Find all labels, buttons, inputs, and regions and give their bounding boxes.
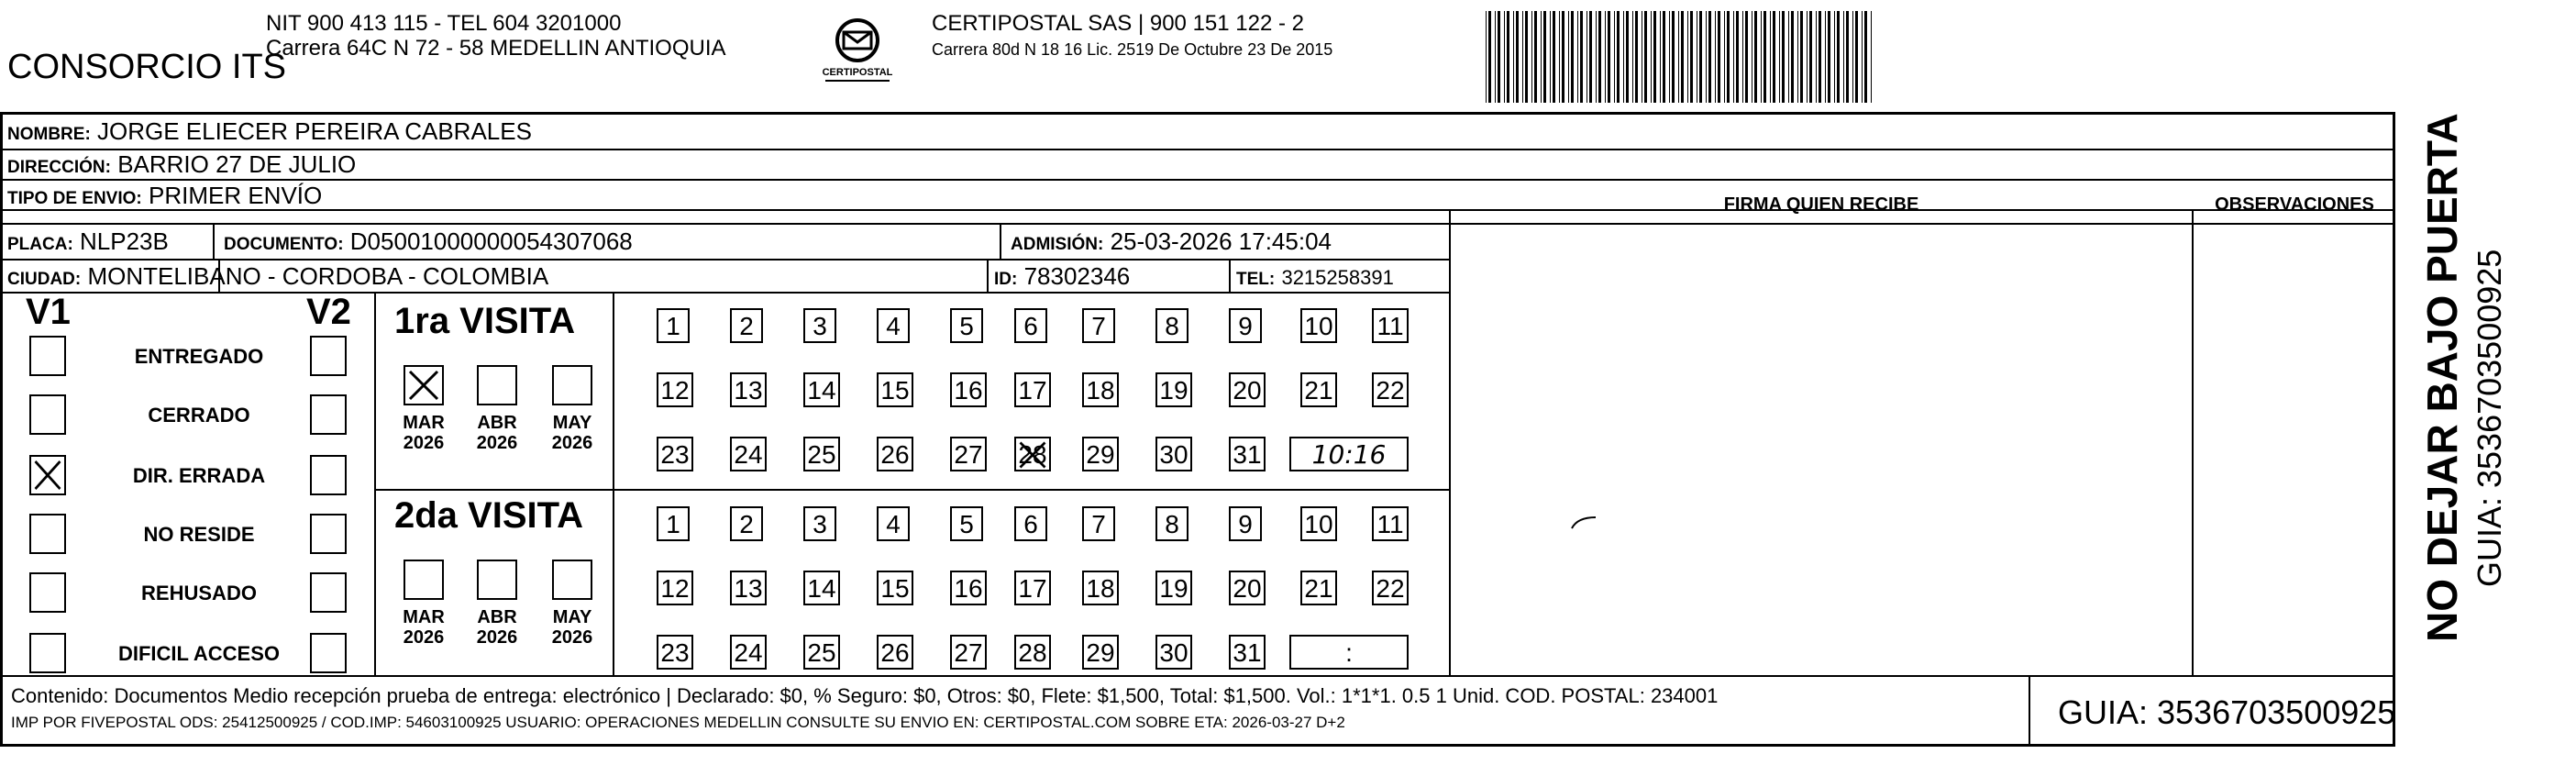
- day-checkbox[interactable]: 14: [803, 571, 840, 605]
- documento-label: DOCUMENTO:: [224, 235, 344, 254]
- month-year: 2026: [403, 433, 445, 453]
- day-checkbox[interactable]: 31: [1229, 635, 1266, 670]
- v1-label: V1: [26, 292, 71, 332]
- v1-checkbox[interactable]: [29, 336, 66, 376]
- visit-divider: [374, 489, 1449, 491]
- v2-checkbox[interactable]: [310, 455, 347, 495]
- day-checkbox[interactable]: 3: [803, 308, 836, 343]
- tipo-envio-label: TIPO DE ENVIO:: [7, 189, 142, 208]
- carrier-license-line: Carrera 80d N 18 16 Lic. 2519 De Octubre 23 De 2015: [932, 40, 1333, 59]
- v1-checkbox[interactable]: [29, 572, 66, 613]
- certipostal-logo-icon: [807, 9, 908, 101]
- day-checkbox[interactable]: 6: [1014, 308, 1047, 343]
- day-checkbox[interactable]: 15: [877, 571, 913, 605]
- day-checkbox[interactable]: 6: [1014, 506, 1047, 541]
- day-checkbox[interactable]: 2: [730, 308, 763, 343]
- col-divider: [374, 292, 376, 675]
- day-checkbox[interactable]: 29: [1082, 635, 1119, 670]
- day-checkbox[interactable]: 8: [1155, 308, 1188, 343]
- day-checkbox[interactable]: 5: [950, 506, 983, 541]
- row-divider: [0, 259, 1449, 261]
- month-name: ABR: [477, 607, 517, 627]
- day-checkbox[interactable]: 28: [1014, 437, 1051, 471]
- month-checkbox[interactable]: [404, 365, 444, 405]
- day-checkbox[interactable]: 27: [950, 635, 987, 670]
- company-name: CONSORCIO ITS: [7, 48, 287, 86]
- v2-checkbox[interactable]: [310, 394, 347, 435]
- month-name: ABR: [477, 413, 517, 433]
- col-divider: [987, 259, 989, 292]
- visit-time-field[interactable]: 10:16: [1289, 437, 1409, 471]
- row-divider: [1449, 223, 2192, 225]
- tipo-envio-field: [7, 182, 322, 213]
- row-divider: [0, 223, 1449, 225]
- day-checkbox[interactable]: 13: [730, 372, 767, 407]
- vertical-guia-number: GUIA: 3536703500925: [2471, 249, 2508, 587]
- status-label: REHUSADO: [141, 582, 257, 604]
- day-checkbox[interactable]: 16: [950, 571, 987, 605]
- col-divider: [2192, 209, 2194, 675]
- day-checkbox[interactable]: 28: [1014, 635, 1051, 670]
- day-checkbox[interactable]: 9: [1229, 506, 1262, 541]
- month-year: 2026: [476, 433, 518, 453]
- v1-checkbox[interactable]: [29, 455, 66, 495]
- month-year: 2026: [476, 627, 518, 648]
- day-checkbox[interactable]: 26: [877, 635, 913, 670]
- id-label: ID:: [994, 270, 1018, 289]
- documento-field: [224, 227, 633, 259]
- logo-caption: CERTIPOSTAL: [822, 67, 893, 78]
- day-checkbox[interactable]: 11: [1372, 308, 1409, 343]
- nombre-label: NOMBRE:: [7, 125, 91, 144]
- col-divider: [1229, 259, 1231, 292]
- status-label: NO RESIDE: [143, 523, 255, 546]
- status-label: DIR. ERRADA: [132, 464, 266, 487]
- day-checkbox[interactable]: 24: [730, 437, 767, 471]
- id-value: 78302346: [1023, 262, 1131, 290]
- visit2-title: 2da VISITA: [394, 495, 583, 536]
- admision-value: 25-03-2026 17:45:04: [1110, 227, 1332, 255]
- tel-label: TEL:: [1236, 270, 1276, 289]
- footer-content-line: Contenido: Documentos Medio recepción prueba de entrega: electrónico | Declarado: $0, % Seguro: $0, Otros: $0, Flete: $1,500, Total: $1,500. Vol.: 1*1*1. 0.5 1 Unid. COD. POSTAL: 234001: [11, 684, 1719, 707]
- day-checkbox[interactable]: 12: [657, 372, 693, 407]
- row-divider: [2192, 223, 2395, 225]
- placa-label: PLACA:: [7, 235, 73, 254]
- day-checkbox[interactable]: 30: [1155, 635, 1192, 670]
- day-checkbox[interactable]: 23: [657, 635, 693, 670]
- day-checkbox[interactable]: 10: [1300, 308, 1337, 343]
- month-year: 2026: [551, 627, 593, 648]
- day-checkbox[interactable]: 4: [877, 506, 910, 541]
- id-field: [994, 262, 1130, 294]
- v2-checkbox[interactable]: [310, 514, 347, 554]
- day-checkbox[interactable]: 27: [950, 437, 987, 471]
- carrier-name-line: CERTIPOSTAL SAS | 900 151 122 - 2: [932, 11, 1304, 36]
- day-checkbox[interactable]: 31: [1229, 437, 1266, 471]
- signature-mark: [1568, 512, 1605, 534]
- footer-divider: [0, 675, 2395, 677]
- day-checkbox[interactable]: 9: [1229, 308, 1262, 343]
- col-divider: [2029, 675, 2030, 747]
- day-checkbox[interactable]: 22: [1372, 571, 1409, 605]
- nombre-value: JORGE ELIECER PEREIRA CABRALES: [97, 117, 532, 145]
- day-checkbox[interactable]: 26: [877, 437, 913, 471]
- month-checkbox[interactable]: [404, 560, 444, 600]
- direccion-label: DIRECCIÓN:: [7, 158, 111, 177]
- day-checkbox[interactable]: 24: [730, 635, 767, 670]
- direccion-field: [7, 150, 356, 182]
- day-checkbox[interactable]: 16: [950, 372, 987, 407]
- v2-checkbox[interactable]: [310, 633, 347, 673]
- ciudad-value: MONTELIBANO - CORDOBA - COLOMBIA: [87, 262, 549, 290]
- month-name: MAY: [552, 413, 592, 433]
- placa-field: [7, 227, 169, 259]
- v2-label: V2: [306, 292, 351, 332]
- guia-number: GUIA: 3536703500925: [2058, 693, 2396, 731]
- status-label: ENTREGADO: [134, 345, 264, 368]
- month-label: [394, 607, 453, 648]
- placa-value: NLP23B: [80, 227, 169, 255]
- day-checkbox[interactable]: 19: [1155, 372, 1192, 407]
- v1-checkbox[interactable]: [29, 394, 66, 435]
- day-checkbox[interactable]: 17: [1014, 571, 1051, 605]
- tel-field: [1236, 262, 1394, 294]
- admision-field: [1011, 227, 1332, 259]
- admision-label: ADMISIÓN:: [1011, 235, 1104, 254]
- day-checkbox[interactable]: 20: [1229, 571, 1266, 605]
- day-x-mark: [1016, 438, 1049, 470]
- status-label: DIFICIL ACCESO: [117, 642, 280, 665]
- nombre-field: [7, 117, 532, 149]
- month-year: 2026: [551, 433, 593, 453]
- month-name: MAR: [403, 413, 445, 433]
- day-checkbox[interactable]: 18: [1082, 571, 1119, 605]
- month-label: [543, 607, 602, 648]
- day-checkbox[interactable]: 1: [657, 308, 690, 343]
- col-divider: [213, 223, 215, 259]
- month-checkbox[interactable]: [477, 560, 517, 600]
- visit1-title: 1ra VISITA: [394, 301, 576, 341]
- month-checkbox[interactable]: [552, 560, 592, 600]
- month-checkbox[interactable]: [477, 365, 517, 405]
- day-checkbox[interactable]: 29: [1082, 437, 1119, 471]
- day-checkbox[interactable]: 3: [803, 506, 836, 541]
- day-checkbox[interactable]: 12: [657, 571, 693, 605]
- day-checkbox[interactable]: 10: [1300, 506, 1337, 541]
- day-checkbox[interactable]: 25: [803, 635, 840, 670]
- day-checkbox[interactable]: 23: [657, 437, 693, 471]
- ciudad-field: [7, 262, 548, 294]
- month-label: [394, 413, 453, 453]
- row-divider: [0, 179, 2395, 181]
- ciudad-label: CIUDAD:: [7, 270, 82, 289]
- day-checkbox[interactable]: 7: [1082, 506, 1115, 541]
- day-checkbox[interactable]: 18: [1082, 372, 1119, 407]
- day-checkbox[interactable]: 11: [1372, 506, 1409, 541]
- tipo-envio-value: PRIMER ENVÍO: [148, 182, 323, 209]
- day-checkbox[interactable]: 20: [1229, 372, 1266, 407]
- v2-checkbox[interactable]: [310, 572, 347, 613]
- observaciones-header: OBSERVACIONES: [2215, 194, 2374, 215]
- row-divider: [0, 149, 2395, 150]
- carrier-info: [932, 11, 1332, 62]
- day-checkbox[interactable]: 4: [877, 308, 910, 343]
- month-label: [543, 413, 602, 453]
- company-info: [266, 11, 726, 61]
- footer-print-line: IMP POR FIVEPOSTAL ODS: 25412500925 / COD.IMP: 54603100925 USUARIO: OPERACIONES MEDELLIN CONSULTE SU ENVIO EN: CERTIPOSTAL.COM SOBRE ETA: 2026-03-27 D+2: [11, 714, 1345, 731]
- col-divider: [613, 292, 614, 675]
- day-checkbox[interactable]: 13: [730, 571, 767, 605]
- month-name: MAY: [552, 607, 592, 627]
- direccion-value: BARRIO 27 DE JULIO: [117, 150, 357, 178]
- col-divider: [1449, 209, 1451, 675]
- month-year: 2026: [403, 627, 445, 648]
- month-name: MAR: [403, 607, 445, 627]
- barcode-icon: [1486, 11, 2219, 103]
- tel-value: 3215258391: [1281, 266, 1394, 289]
- month-label: [468, 607, 526, 648]
- company-address-line: Carrera 64C N 72 - 58 MEDELLIN ANTIOQUIA: [266, 36, 726, 61]
- v1-checkbox[interactable]: [29, 633, 66, 673]
- barcode-bar: [1872, 11, 1874, 103]
- documento-value: D05001000000054307068: [349, 227, 633, 255]
- day-checkbox[interactable]: 25: [803, 437, 840, 471]
- no-dejar-bajo-puerta-warning: NO DEJAR BAJO PUERTA: [2418, 113, 2466, 642]
- v2-checkbox[interactable]: [310, 336, 347, 376]
- month-label: [468, 413, 526, 453]
- day-checkbox[interactable]: 17: [1014, 372, 1051, 407]
- day-checkbox[interactable]: 1: [657, 506, 690, 541]
- col-divider: [1000, 223, 1001, 259]
- day-checkbox[interactable]: 5: [950, 308, 983, 343]
- day-checkbox[interactable]: 14: [803, 372, 840, 407]
- day-checkbox[interactable]: 15: [877, 372, 913, 407]
- status-label: CERRADO: [148, 404, 250, 427]
- v1-checkbox[interactable]: [29, 514, 66, 554]
- day-checkbox[interactable]: 30: [1155, 437, 1192, 471]
- visit-time-field[interactable]: :: [1289, 635, 1409, 670]
- day-checkbox[interactable]: 7: [1082, 308, 1115, 343]
- day-checkbox[interactable]: 21: [1300, 571, 1337, 605]
- day-checkbox[interactable]: 21: [1300, 372, 1337, 407]
- day-checkbox[interactable]: 22: [1372, 372, 1409, 407]
- month-checkbox[interactable]: [552, 365, 592, 405]
- company-nit-line: NIT 900 413 115 - TEL 604 3201000: [266, 11, 622, 36]
- firma-header: FIRMA QUIEN RECIBE: [1723, 194, 1919, 215]
- day-checkbox[interactable]: 2: [730, 506, 763, 541]
- day-checkbox[interactable]: 8: [1155, 506, 1188, 541]
- day-checkbox[interactable]: 19: [1155, 571, 1192, 605]
